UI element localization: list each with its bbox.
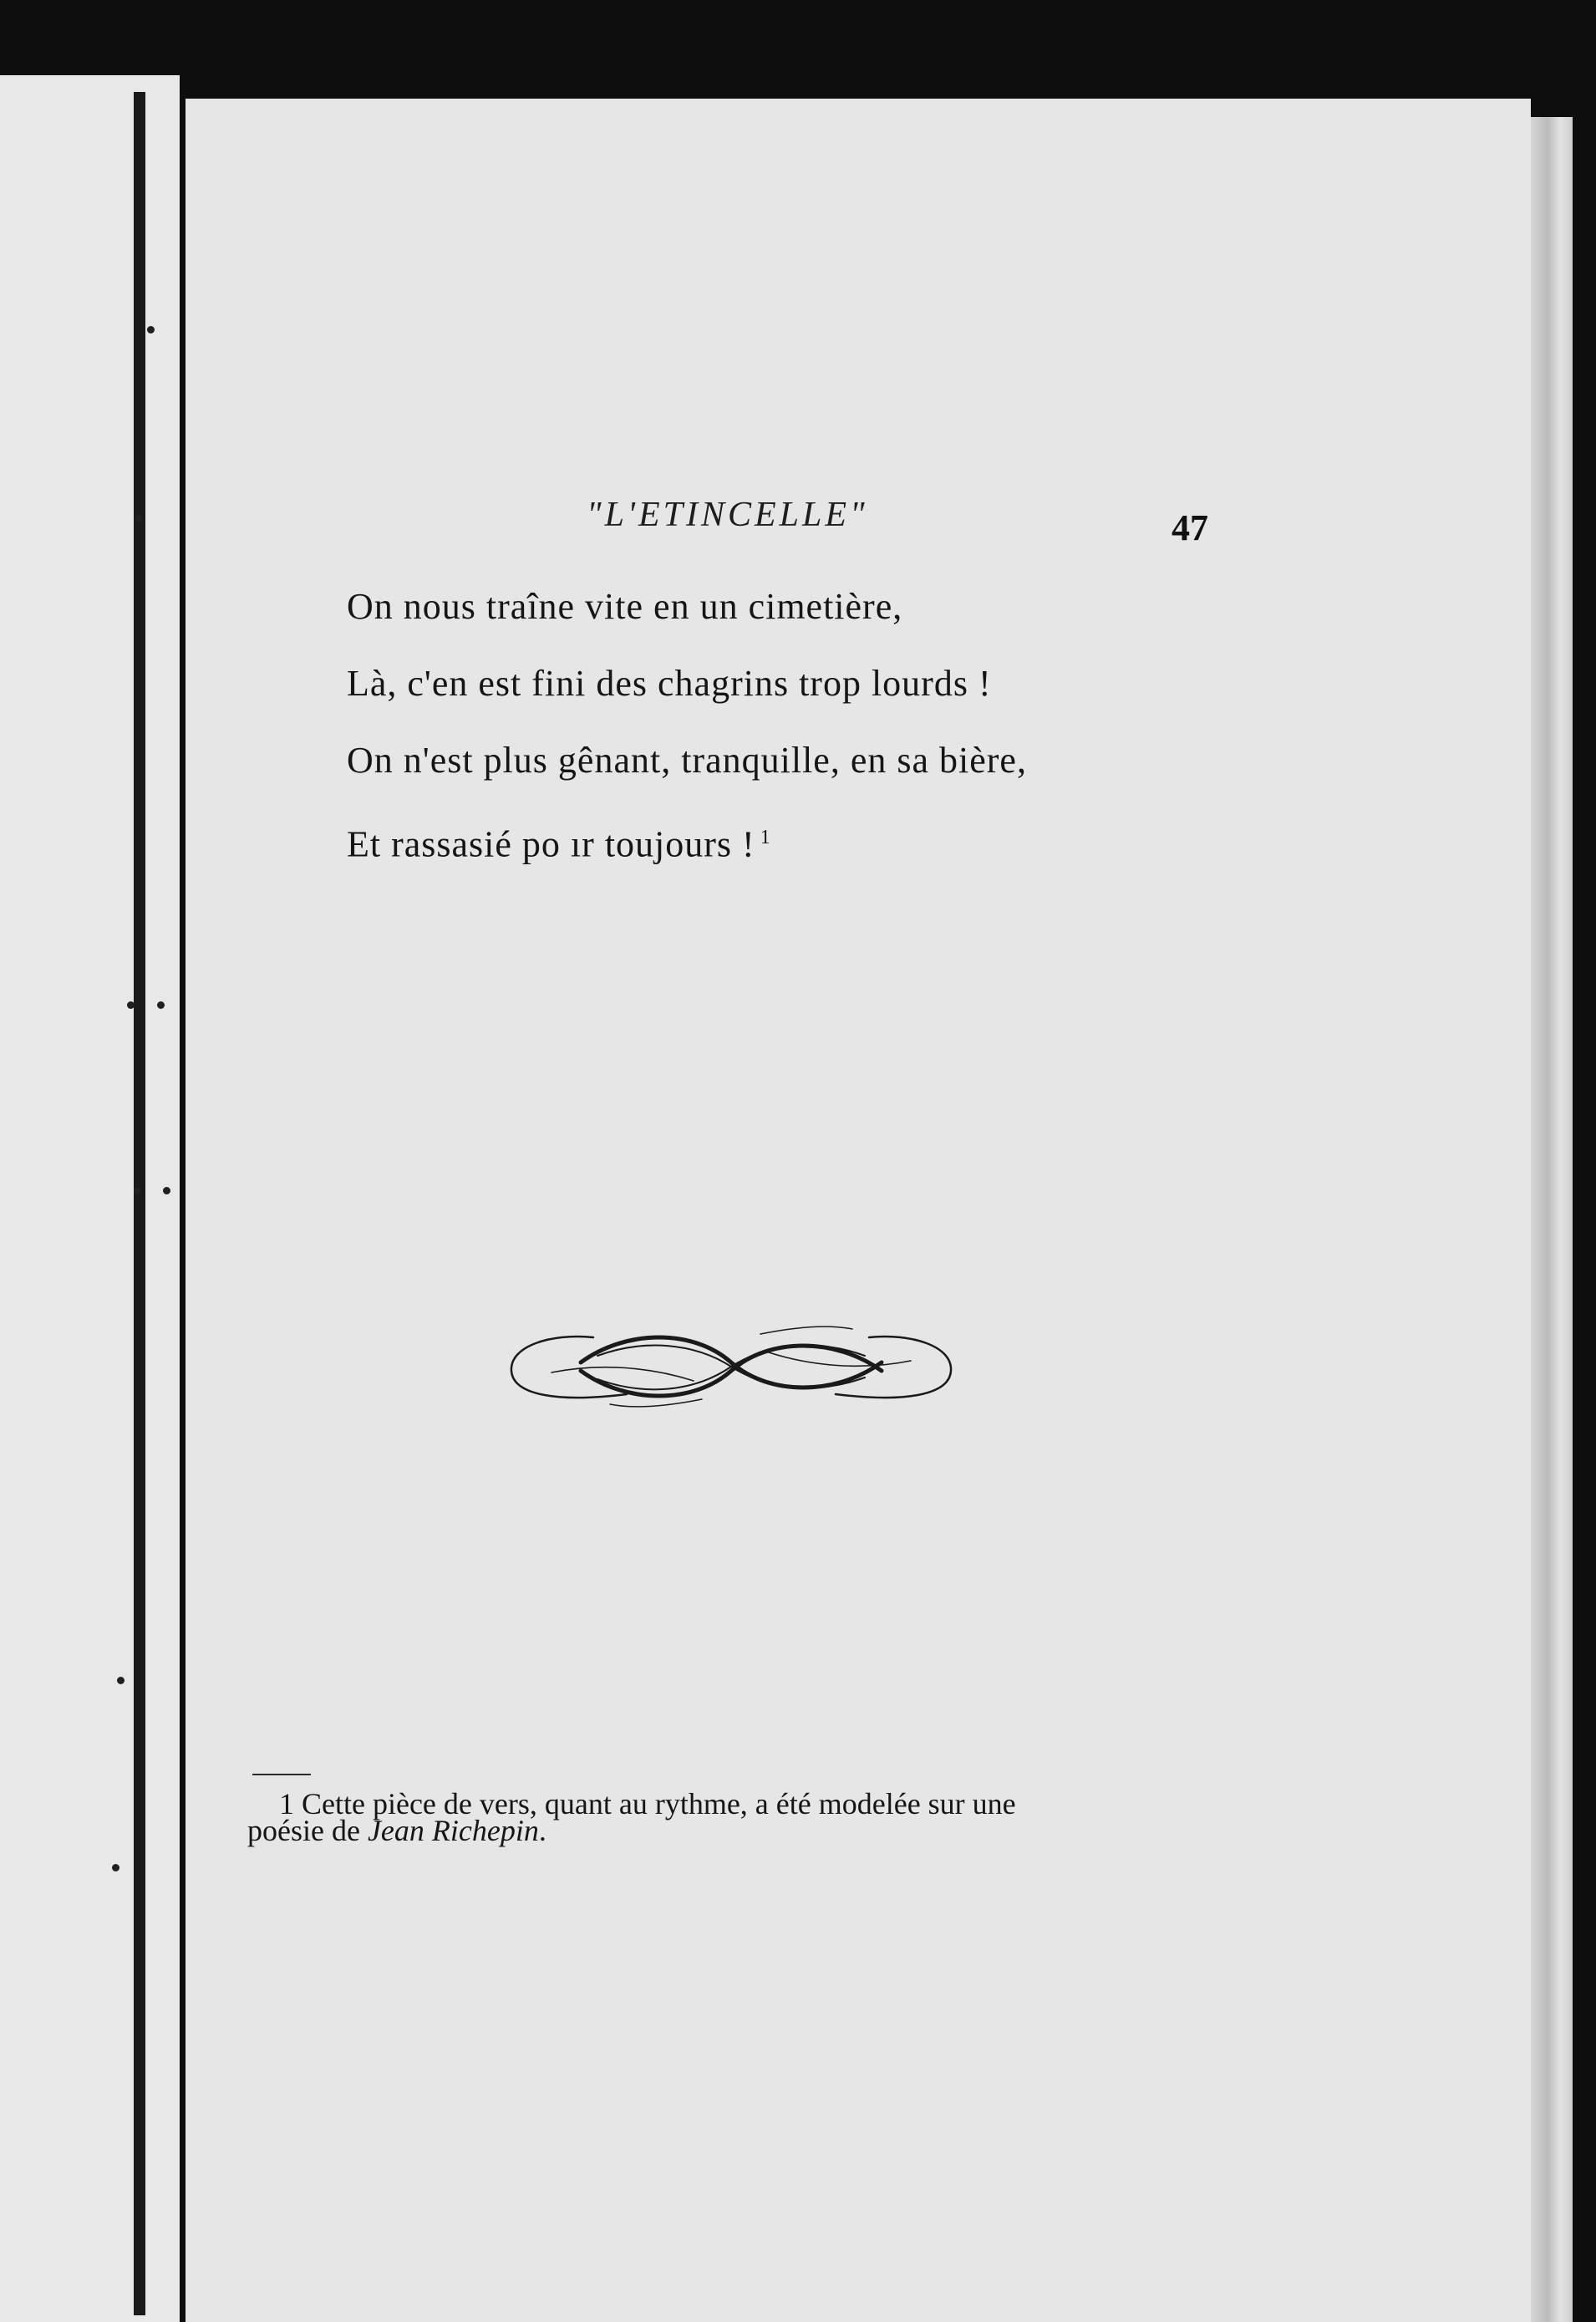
footnote-end: .	[538, 1814, 546, 1847]
binding-hole	[135, 515, 143, 522]
poem-line: On n'est plus gênant, tranquille, en sa bière,	[347, 740, 1027, 781]
page-stack-edge	[1531, 117, 1573, 2322]
poem-line: On nous traîne vite en un cimetière,	[347, 586, 903, 627]
flourish-ornament-icon	[501, 1312, 961, 1421]
footnote-text: poésie de	[247, 1814, 368, 1847]
binding-hole	[134, 1187, 141, 1194]
page-number: 47	[1172, 507, 1208, 548]
poem-line-text: Et rassasié po ır toujours !	[347, 823, 755, 865]
binding-hole	[117, 1677, 125, 1684]
poem-line: Là, c'en est fini des chagrins trop lourds !	[347, 663, 992, 704]
book-page	[186, 99, 1531, 2322]
footnote-rule	[252, 1774, 311, 1775]
page-binding-shadow	[134, 92, 145, 2315]
footnote-line	[247, 1814, 1200, 1847]
binding-hole	[163, 1187, 170, 1194]
running-title: "L'ETINCELLE"	[587, 496, 868, 534]
binding-hole	[157, 1001, 165, 1009]
footnote	[247, 1787, 1200, 1847]
footnote-marker: 1	[760, 827, 771, 848]
poem-line-last	[347, 799, 1027, 883]
footnote-author: Jean Richepin	[367, 1814, 539, 1847]
binding-hole	[112, 1864, 119, 1871]
binding-hole	[127, 1001, 135, 1009]
previous-page-edge	[0, 75, 180, 2322]
footnote-text: Cette pièce de vers, quant au rythme, a été modelée sur une	[302, 1787, 1016, 1820]
binding-hole	[147, 326, 155, 334]
footnote-number: 1	[279, 1787, 294, 1820]
poem-stanza	[347, 568, 1027, 883]
